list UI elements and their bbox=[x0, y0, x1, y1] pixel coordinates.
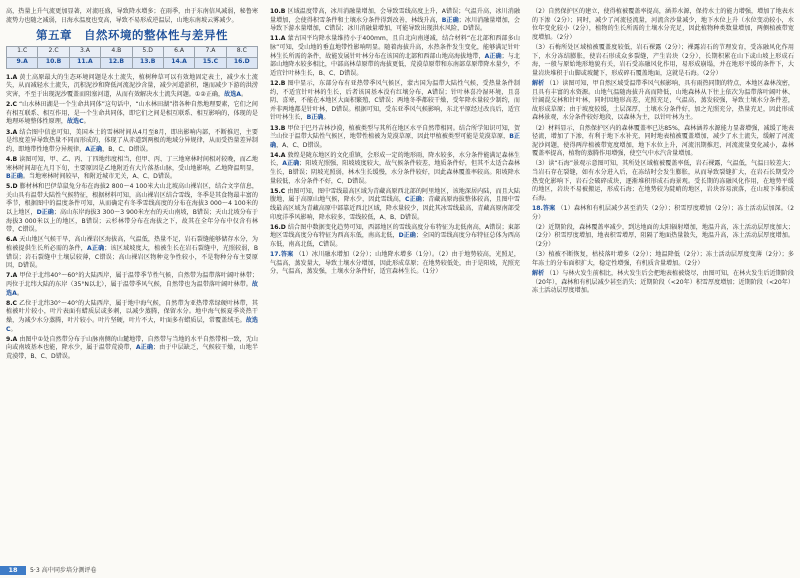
answer-item bbox=[6, 300, 258, 334]
book-name: 5·3 高中同步培分测评卷 bbox=[30, 567, 97, 574]
item-text: 蒙古国平均降水量维持小于400mm，且自北向南递减，结合材料“在北部和西部多山脉”可知，受山地的垂直地带性影响明显。随着海拔升高，水热条件发生变化，能够满足针叶林生长所需的条件，故能发展针叶林分布在该国的北部和西部山地高海拔地带，A正确；与北部山地降水较多相比，中部高林草原带的海拔更低，荒漠草原带和东南部草原带降水量少，不适宜针叶林生长，B、C、D错误。 bbox=[270, 35, 521, 77]
item-number: 8.C bbox=[6, 299, 18, 307]
item-number: 14.A bbox=[270, 151, 286, 159]
answer-key-cell: 8.C bbox=[226, 46, 257, 57]
item-text: 图中显示，东部分布有亚热带季风气候区，蒙古国为温带大陆性气候，受热量条件制约，不适宜针叶林的生长，后者该国基本没有红壤分布，A错误；针叶林喜冷湿环境，且喜阴、喜寒，不能在本地区大面积繁殖，C错误；两地冬季都较干燥，受年降水量较少制约，而并非两地都是针叶林，D错误。根据可知，受东亚季风气候影响，东北平原经过改良后，适宜针叶林生长，B正确。 bbox=[270, 79, 521, 122]
item-number: 15.C bbox=[270, 187, 286, 195]
answer-item bbox=[532, 270, 794, 296]
answer-item bbox=[532, 8, 794, 42]
item-text: （2）近期阶段，森林覆盖率减少，到达地面的太阳辐射增加，地温升高，冻土活动层厚度加大；（2分）积雪厚度增加，地表积雪增厚，阻隔了地面热量散失，地温升高，冻土活动层厚度增加。（2分） bbox=[532, 223, 794, 248]
answer-item bbox=[270, 152, 520, 186]
answer-item bbox=[270, 251, 520, 277]
answer-item bbox=[270, 8, 520, 34]
answer-key-cell: 12.B bbox=[101, 57, 132, 68]
item-number: 11.A bbox=[270, 35, 286, 43]
item-text: （2）材料显示，自然保护区内的森林覆盖率已达85%，森林涵养水源能力显著增强，减缓了地表径流，增加了下渗，有利于地下水补充，同时地表植被覆盖增加，减少了水土流失，缓解了河流泥沙问题，使得两岸植被带宽度增加，地下水位上升，河流汛期推迟，河流流量变化减小，森林覆盖率提高，植物的蒸腾作用增强，使空气中水汽含量增加。 bbox=[532, 124, 794, 158]
answer-item bbox=[6, 183, 258, 235]
chapter-title: 第五章 自然环境的整体性与差异性 bbox=[36, 28, 228, 43]
column-left bbox=[6, 8, 258, 363]
answer-item bbox=[6, 101, 258, 127]
item-text: 甲位于巴丹吉林沙漠，植被类型与其所在地区水平自然带相同。结合所学知识可知，贺兰山位于温带大陆性气候区，地带性植被为荒漠草原，因此甲植被类型可能是荒漠草原，B正确，A、C、D错误。 bbox=[270, 124, 521, 149]
item-number: 18.答案 bbox=[532, 205, 556, 213]
item-text: 敦煌是陇东地区的文化重镇，会形成一定的地形雨，降水较多，水分条件能满足森林生长，A正确；阳坡光照强，阳坡坡度较大，故气候条件较差，地质条件好，但其不太适合森林生长，B错误；阴坡光照弱，林木生长缓慢，水分条件较好，因此森林覆盖率较高。阳坡降水量较低，水分条件不好，C、D错误。 bbox=[270, 151, 521, 185]
item-text: 甲位于北纬40°～60°的大陆西岸，属于温带季节性气候，自然带为温带落叶阔叶林带；丙位于北纬大陆的东岸（35°N以北），属于温带季风气候，自然带也为温带落叶阔叶林带。故选A。 bbox=[6, 272, 258, 297]
answer-item bbox=[270, 188, 520, 222]
item-text: （1）与林火发生前相比，林火发生后会把地表植被烧尽，由图可知，在林火发生后近期阶段（20年），森林和有机层减少甚至消失；近期阶段（<20年）积雪厚度增加；近期阶段（<20年）冻土活动层厚度增加。 bbox=[532, 269, 795, 295]
item-number: 13.B bbox=[270, 124, 286, 132]
answer-key-cell: 1.C bbox=[7, 46, 38, 57]
answer-item bbox=[270, 125, 520, 151]
item-text: 乙位于北纬30°～40°的大陆西岸，属于地中海气候，自然带为亚热带常绿硬叶林带，其植被叶片较小，叶片表面有蜡质层或多刺，以减少蒸腾，保留水分。地中海气候夏季炎热干燥，为减少水分蒸腾，叶片较小。叶片坚硬，叶片不大，叶面多有蜡质层，常覆盖绒毛。故选C。 bbox=[6, 299, 259, 333]
item-text: 结合图中数据变化趋势可知，西部地区的雪线高度分布特征为北低南高，A错误；東部地区雪线高度分布特征为西高东低，南高北低，D正确；全国的雪线高度分布特征总体为西高东低，南高北低，C错误。 bbox=[270, 223, 521, 248]
item-number: 6.A bbox=[6, 236, 18, 244]
page-number: 18 bbox=[0, 566, 26, 575]
item-text: （2）自然保护区的建立，使得植被覆盖率提高，涵养水源，保持水土的能力增强，增加了地表水的下渗（2分）；同时，减少了河流径流量，河流含沙量减少，地下水位上升（水位变动较小，水位年变化较小（2分），植物的生长所需的土壤水分充足，因此植物种类数量增加，两侧植被带宽度增加。（2分） bbox=[532, 8, 794, 41]
item-text: 天山地区气候干旱，高山裸岩区海拔高，气温低，热量不足，岩石裂缝能够储存水分，为植被提供生长所必需的条件，A正确；该区域坡度大，植被生长在岩石裂缝中，光照较弱，B错误；岩石裂缝中土壤层较薄，C错误；高山裸岩区物种竞争性较小，不是物种分布主要原因，D错误。 bbox=[6, 236, 259, 270]
item-text: （3）石梅所处区域植被覆盖度较低，岩石裸露（2分）；裸露岩石的节理发育，受冻融风化作用下，水分冻结膨胀，使岩石形成众多裂缝，产生岩块（2分），长期积累在山下或山坡上形成石海，一般与原始地形地貌有关，岩石受冻融风化作用，易形成崩塌，并在地形平缓的条件下，大量岩块堆积于山脚或坡麓下，形成碎石覆盖地面，这就是石海。（2分） bbox=[532, 43, 794, 77]
item-text: 黄土高原最大的生态环境问题是水土流失，植树种草可以有效地固定表土，减少水土流失，从而减轻水土流失，沉积泥沙和降低河流泥沙含量，减少河道淤积，继而减少下游的洪涝灾害，不至于出现泥沙覆盖而阻塞河道，从而有效解决水土流失问题。①②正确，故选A。 bbox=[6, 73, 259, 98]
answer-key-row bbox=[7, 46, 258, 57]
answer-item bbox=[6, 272, 258, 298]
item-number: 17.答案 bbox=[270, 251, 294, 259]
item-text: 结合图中信息可知，美国本土的雪林时间从4月至8月，即出影响内部，不断推迟，主要是纬度差异导致热量不同而形成的，体现了从赤道到两极的地域分异规律，从而受热量差异制约，即地带性地带分异规律，A正确，B、C、D错误。 bbox=[6, 128, 259, 153]
answer-item bbox=[270, 35, 520, 78]
item-text: （1）读图可知，甲自然区域受温带季风气候影响，具有雨热同期的特点，本地区森林茂密，且具有丰富的水资源。山地气温随海拔升高而降低，山地森林从下往上依次为温带落叶阔叶林、针阔混交林和针叶林，同时因地形高差，光照充足，气温高，蒸发较强，导致土壤水分条件差，故形成草原；由于坡度较缓，土层深厚，土壤水分条件好，加之光照充分，热量充足，因此形成森林景观，水分条件较好地段，以森林为主，以针叶林为主。 bbox=[532, 79, 795, 122]
answer-item bbox=[532, 160, 794, 203]
answer-key-cell: 13.B bbox=[132, 57, 163, 68]
answer-key-cell: 7.A bbox=[195, 46, 226, 57]
answer-item bbox=[6, 336, 258, 362]
answer-key-cell: 5.D bbox=[132, 46, 163, 57]
answer-item bbox=[6, 129, 258, 155]
column-right bbox=[532, 8, 794, 297]
answer-item bbox=[532, 205, 794, 222]
answer-item bbox=[6, 74, 258, 100]
item-number: 5.D bbox=[6, 183, 18, 191]
answer-key-cell: 10.B bbox=[38, 57, 69, 68]
answer-item bbox=[6, 236, 258, 270]
intro-paragraph: 高，热量上升气流更加显著，对流旺盛，导致降水增多；在雨季，由于东南信风减弱，秘鲁寒流势力也随之减弱，日海水温度也变高，导致不易形成逆温层，山地东南坡云雾减少。 bbox=[6, 8, 258, 24]
item-number: 10.B bbox=[270, 8, 286, 15]
answer-key-table bbox=[6, 46, 258, 69]
answer-item bbox=[270, 224, 520, 250]
answer-key-cell: 4.B bbox=[101, 46, 132, 57]
item-number: 9.A bbox=[6, 335, 18, 343]
answer-key-cell: 14.A bbox=[163, 57, 194, 68]
item-text: 由图中①处自然带分布于山脉南侧的山麓地带，自然带与当地的水平自然带相一致，无山向或南坡基本也能，降水少，属于温带荒漠带，A正确；由于中层缺乏，气候较干燥，山地半荒漠带，B、C、D错误。 bbox=[6, 335, 259, 360]
item-text: “山水林田湖是一个生命共同体”这句话中，“山水林田湖”指各种自然地理要素，它们之间有相互联系、相互作用，是一个生命共同体，即它们之间是相互联系、相互影响的，体现的是地理环境整体性原理，故选C。 bbox=[6, 101, 258, 126]
item-number: 2.C bbox=[6, 101, 18, 109]
answer-item bbox=[532, 251, 794, 268]
answer-key-cell: 15.C bbox=[195, 57, 226, 68]
item-text: （1）冰川融水增加（2分）；山地降水增多（1分）。（2）由于地势较高，光照足，气温高，蒸发量大，导致土壤水分增加，因此形成草原；在地势较低处，由于是阳坡，光照充分，气温高，蒸发强，土壤水分条件好，适宜森林生长。（1分） bbox=[270, 251, 521, 276]
item-number: 1.A bbox=[6, 73, 18, 81]
answer-item bbox=[532, 125, 794, 159]
item-number: 3.A bbox=[6, 128, 18, 136]
item-number: 解析 bbox=[532, 79, 545, 87]
answer-key-cell: 3.A bbox=[69, 46, 100, 57]
answer-key-cell: 16.D bbox=[226, 57, 257, 68]
answer-key-cell: 6.A bbox=[163, 46, 194, 57]
item-number: 4.B bbox=[6, 155, 18, 163]
item-text: 由图可知，图中雪线最高区域为青藏高原西北部的阿里地区，该地深居内陆，而且大陆腹地，属于高原山地气候，降水少，因此雪线高，C正确；青藏高原海拔整体较高，且图中雪线最高区域为青藏高原中部靠近西北区域，降水量较少，因此其冰雪线最高，青藏高原南部受印度洋季风影响，降水较多，雪线较低，A、B、D错误。 bbox=[270, 187, 521, 221]
item-number: 16.D bbox=[270, 223, 286, 231]
answer-list bbox=[270, 8, 520, 277]
page-footer bbox=[0, 564, 800, 578]
item-number: 12.B bbox=[270, 79, 286, 87]
answer-key-cell: 11.A bbox=[69, 57, 100, 68]
item-text: （3）读“石海”景观示意图可知，其所处区域植被覆盖率低，岩石裸露，气温低，气温日较差大；当岩石存在裂缝，如有水分进入后，在冻结时会发生膨胀，从而导致裂缝扩大，在岩石长期受冷热变化影响下，岩石会破碎成块，逐渐堆积形成石海景观。受长期的冻融风化作用，在地势平缓的地区，岩块不易被搬运，形成石海；在地势较为陡峭的地区，岩块容易滚落，在山坡下堆积成石海。 bbox=[532, 160, 794, 202]
answer-key-cell: 9.A bbox=[7, 57, 38, 68]
answer-list bbox=[532, 8, 794, 296]
item-text: （1）森林和有机层减少甚至消失（2分）；积雪厚度增加（2分）；冻土活动层加深。（2分） bbox=[532, 205, 795, 221]
answer-item bbox=[532, 224, 794, 250]
answer-item bbox=[532, 44, 794, 78]
answer-list bbox=[6, 74, 258, 362]
item-text: 读图可知，甲、乙、丙、丁四地纬度相当，但甲、丙、丁三地寒林时间相对较晚，而乙地寒林时间却在九月下旬，主要原因是乙地附近有大片落基山脉，受山地影响，乙地降温明显，B正确。当地寒林时间较早，和附近城市无关，A、C、D错误。 bbox=[6, 155, 258, 181]
answer-item bbox=[6, 156, 258, 182]
item-text: （3）植被不断恢复，枯枝落叶增多（2分）；地温降低（2分）；冻土活动层厚度变薄（2分）；多年冻土的分布面积扩大，稳定性增强，有机质含量增加。（2分） bbox=[532, 251, 794, 267]
answer-key-row bbox=[7, 57, 258, 68]
answer-item bbox=[270, 80, 520, 123]
column-middle bbox=[270, 8, 520, 279]
answer-key-cell: 2.C bbox=[38, 46, 69, 57]
item-text: 区域温度带高，冰川消融量增加，会导致雪线高度上升，A错误；气温升高，冰川消融量增加，会使得积雪条件和土壤水分条件得到改善，林线升高，B正确；冰川消融量增加，会导致下游水量增加，C错误；冰川消融量增加，可能导致出现洪水风险，D错误。 bbox=[270, 8, 520, 33]
item-number: 解析 bbox=[532, 269, 545, 277]
item-number: 7.A bbox=[6, 272, 18, 280]
answer-item bbox=[532, 80, 794, 123]
item-text: 膨材林和巴伊草鼠兔分布在海拔2 800～4 100米大山北坡高山裸岩区，结合文字信息，关山具有温带大陆性气候特征，根据材料可知，高山裸岩区结合雪线，冬季是其食物最丰富的季节，根据图中的温度条件可知，从而确定有冬季雪线高度的分布在海拔3 000～4 100米的以上地区，D正确；高山东岸海拔3 300～3 900米左右的天山南坡，B错误；天山北坡分布于海拔3 000米以上的地区，B错误；云杉林带分布在海拔之下，故其在全年分布中仅含有林带，C错误。 bbox=[6, 183, 259, 234]
